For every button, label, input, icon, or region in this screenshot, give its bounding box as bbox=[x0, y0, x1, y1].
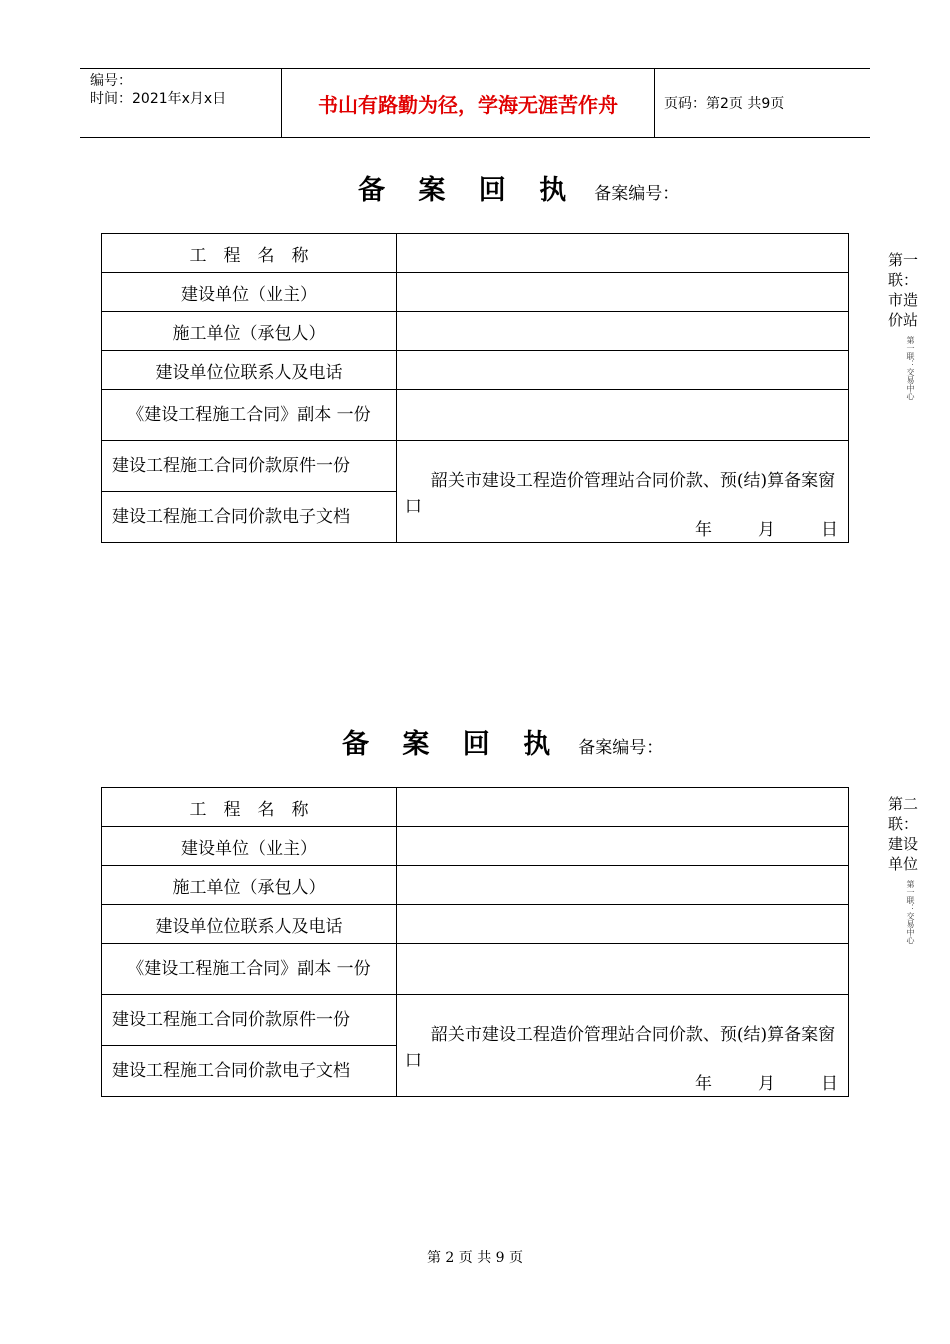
contract-copy-field[interactable] bbox=[396, 944, 848, 995]
date-year: 年 bbox=[695, 519, 712, 540]
row-label: 施工单位（承包人） bbox=[102, 312, 397, 351]
contact-field[interactable] bbox=[396, 351, 848, 390]
contact-field[interactable] bbox=[396, 905, 848, 944]
project-name-field[interactable] bbox=[396, 234, 848, 273]
row-label: 《建设工程施工合同》副本 一份 bbox=[102, 390, 397, 441]
receipt-date bbox=[695, 515, 838, 540]
row-label: 工 程 名 称 bbox=[102, 788, 397, 827]
contract-copy-field[interactable] bbox=[396, 390, 848, 441]
row-label: 建设单位位联系人及电话 bbox=[102, 905, 397, 944]
project-name-field[interactable] bbox=[396, 788, 848, 827]
receipt-number-label: 备案编号： bbox=[594, 184, 680, 204]
receipt-table-2 bbox=[101, 787, 849, 1097]
date-month: 月 bbox=[758, 519, 775, 540]
header-slogan: 书山有路勤为径，学海无涯苦作舟 bbox=[281, 69, 655, 137]
document-header bbox=[80, 68, 870, 138]
side-note-2 bbox=[888, 794, 928, 944]
receipt-title-2 bbox=[342, 722, 663, 761]
date-month: 月 bbox=[758, 1073, 775, 1094]
side-note-text: 第二联：建设单位 bbox=[888, 795, 919, 873]
row-label: 建设单位（业主） bbox=[102, 273, 397, 312]
receipt-table-1 bbox=[101, 233, 849, 543]
header-page-info: 页码：第2页 共9页 bbox=[664, 96, 785, 112]
code-label: 编号： bbox=[90, 73, 132, 89]
side-note-text: 第一联：市造价站 bbox=[888, 251, 919, 329]
side-note-small: 第一联：交易中心 bbox=[906, 336, 915, 400]
page-footer: 第 2 页 共 9 页 bbox=[426, 1250, 524, 1266]
row-label: 《建设工程施工合同》副本 一份 bbox=[102, 944, 397, 995]
receiving-window-cell bbox=[396, 441, 848, 543]
receiving-text: 韶关市建设工程造价管理站合同价款、预(结)算备案窗口 bbox=[404, 1024, 836, 1071]
row-label: 建设单位（业主） bbox=[102, 827, 397, 866]
side-note-1 bbox=[888, 250, 928, 400]
receipt-title-1 bbox=[358, 168, 679, 207]
date-day: 日 bbox=[821, 1073, 838, 1094]
side-note-small: 第一联：交易中心 bbox=[906, 880, 915, 944]
contractor-field[interactable] bbox=[396, 312, 848, 351]
row-label: 建设工程施工合同价款电子文档 bbox=[102, 492, 397, 543]
row-label: 建设单位位联系人及电话 bbox=[102, 351, 397, 390]
receipt-heading: 备 案 回 执 bbox=[358, 175, 579, 206]
contractor-field[interactable] bbox=[396, 866, 848, 905]
row-label: 施工单位（承包人） bbox=[102, 866, 397, 905]
row-label: 建设工程施工合同价款原件一份 bbox=[102, 995, 397, 1046]
row-label: 建设工程施工合同价款原件一份 bbox=[102, 441, 397, 492]
owner-field[interactable] bbox=[396, 273, 848, 312]
row-label: 建设工程施工合同价款电子文档 bbox=[102, 1046, 397, 1097]
receipt-date bbox=[695, 1069, 838, 1094]
date-day: 日 bbox=[821, 519, 838, 540]
receiving-window-cell bbox=[396, 995, 848, 1097]
receiving-text: 韶关市建设工程造价管理站合同价款、预(结)算备案窗口 bbox=[404, 470, 836, 517]
receipt-number-label: 备案编号： bbox=[578, 738, 664, 758]
date-year: 年 bbox=[695, 1073, 712, 1094]
time-label: 时间：2021年x月x日 bbox=[90, 91, 227, 107]
receipt-heading: 备 案 回 执 bbox=[342, 729, 563, 760]
row-label: 工 程 名 称 bbox=[102, 234, 397, 273]
header-meta bbox=[80, 69, 280, 137]
owner-field[interactable] bbox=[396, 827, 848, 866]
